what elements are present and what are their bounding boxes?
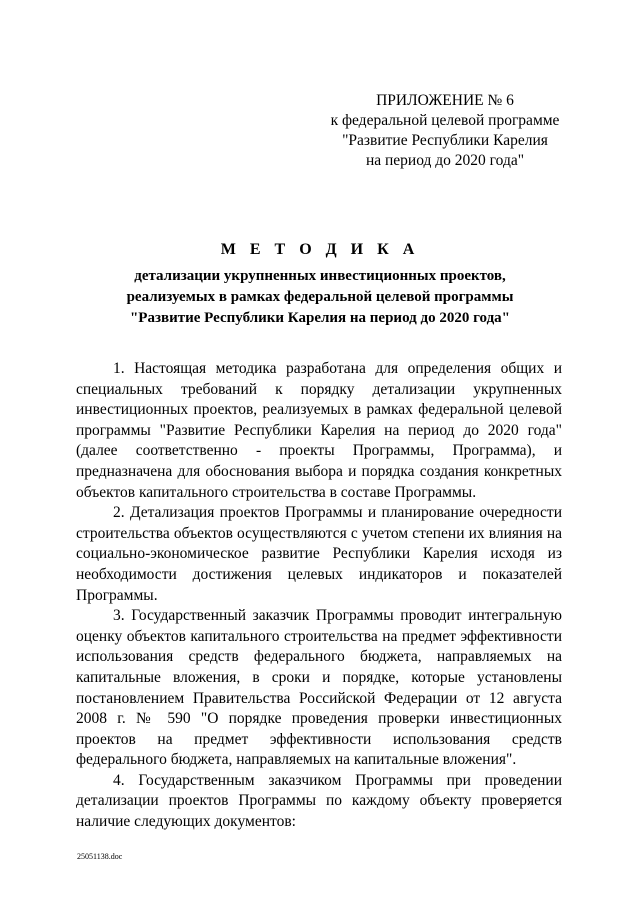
- subtitle-line: реализуемых в рамках федеральной целевой программы: [126, 289, 514, 305]
- paragraph-1: 1. Настоящая методика разработана для определения общих и специальных требований к порядку детализации укрупненных инвестиционных проектов, реализуемых в рамках федеральной целевой программы "Развитие Республики Карелия на период до 2020 года" (далее соответственно - проекты Программы, Программа), и предназначена для обоснования выбора и порядка создания конкретных объектов капитального строительства в составе Программы.: [76, 360, 562, 501]
- annex-line: на период до 2020 года": [365, 152, 525, 169]
- subtitle-line: "Развитие Республики Карелия на период до 2020 года": [129, 310, 510, 326]
- document-body: [76, 359, 562, 833]
- paragraph-3: 3. Государственный заказчик Программы проводит интегральную оценку объектов капитального строительства на предмет эффективности использования средств федерального бюджета, направляемых на капитальные вложения, в сроки и порядке, которые установлены постановлением Правительства Российской Федерации от 12 августа 2008 г. № 590 "О порядке проведения проверки инвестиционных проектов на предмет эффективности использования средств федерального бюджета, направляемых на капитальные вложения".: [76, 607, 562, 769]
- paragraph-4: 4. Государственным заказчиком Программы при проведении детализации проектов Программы по каждому объекту проверяется наличие следующих документов:: [76, 771, 562, 831]
- annex-line: к федеральной целевой программе: [330, 112, 560, 129]
- subtitle-line: детализации укрупненных инвестиционных проектов,: [134, 268, 506, 284]
- annex-number: ПРИЛОЖЕНИЕ № 6: [376, 92, 514, 109]
- paragraph-2: 2. Детализация проектов Программы и планирование очередности строительства объектов осуществляются с учетом степени их влияния на социально-экономическое развитие Республики Карелия исходя из необходимости достижения целевых индикаторов и показателей Программы.: [76, 504, 562, 604]
- annex-line: "Развитие Республики Карелия: [342, 132, 548, 149]
- document-subtitle: [80, 266, 560, 329]
- file-name: 25051138.doc: [77, 852, 123, 861]
- annex-header: [320, 91, 570, 171]
- document-title: М Е Т О Д И К А: [220, 241, 420, 258]
